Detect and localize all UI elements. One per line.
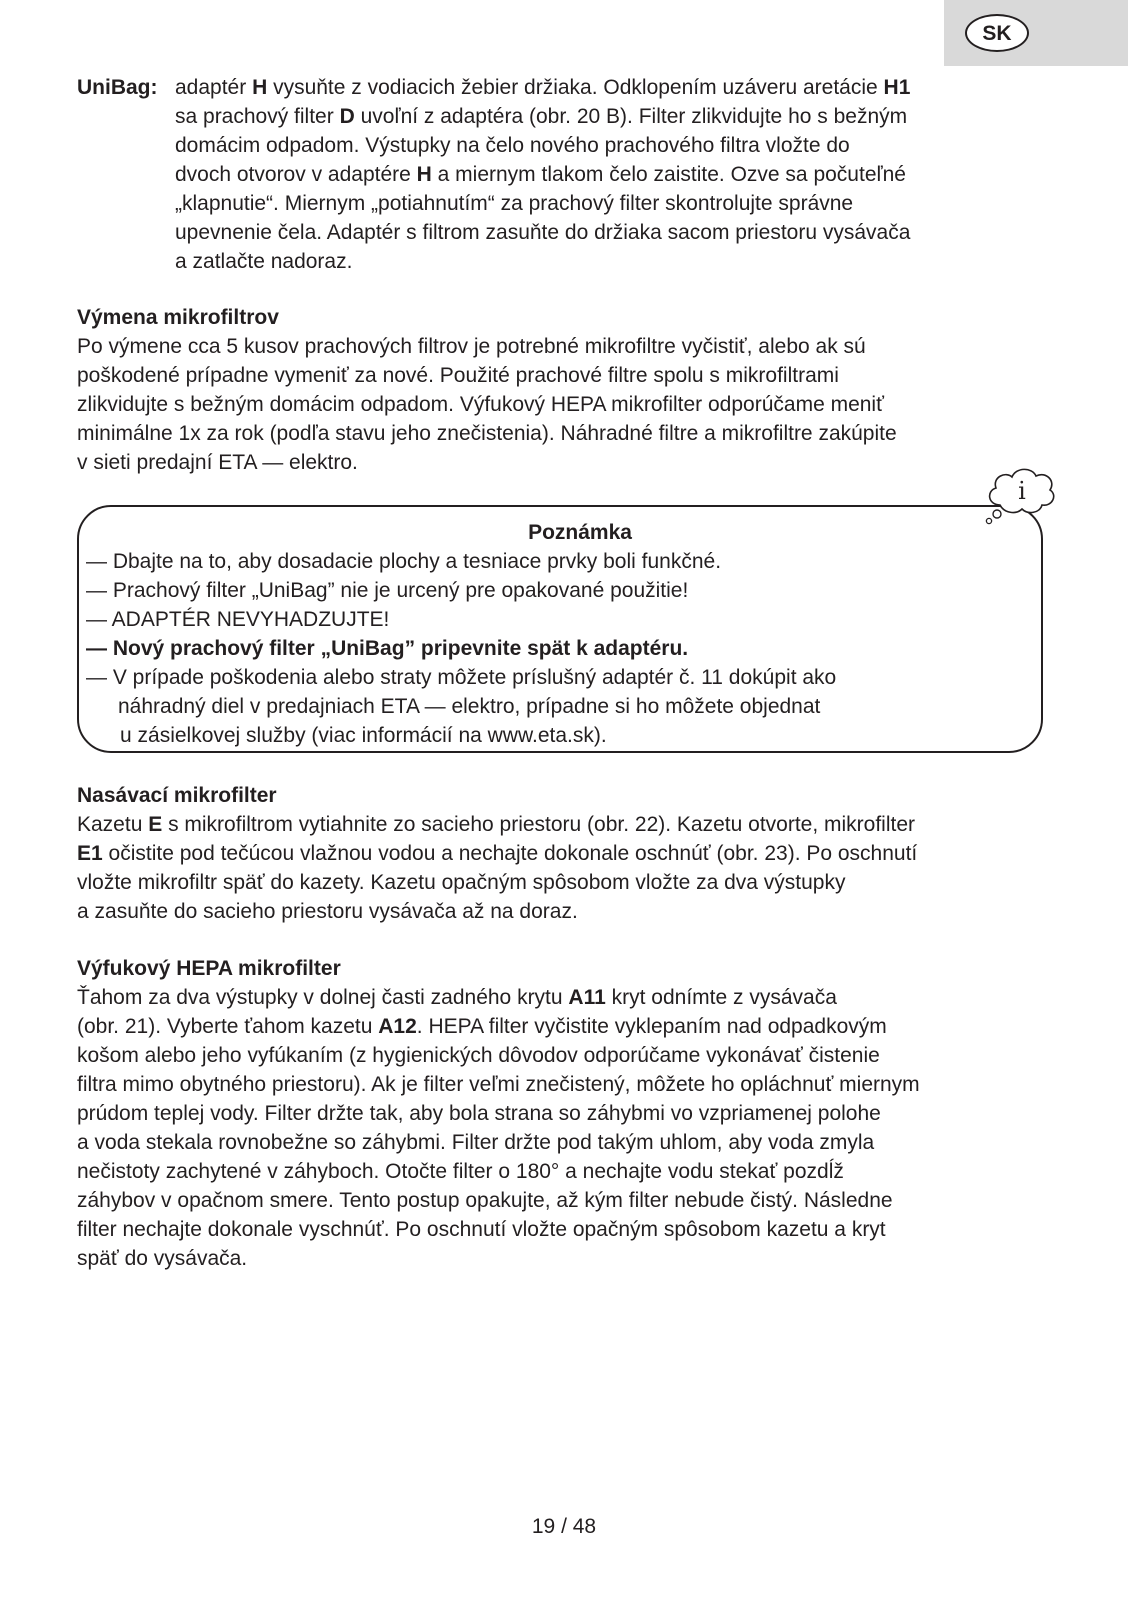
bold-text: — Nový prachový filter „UniBag” pripevnite spät k adaptéru. <box>86 637 689 660</box>
text-line: vložte mikrofiltr späť do kazety. Kazetu opačným spôsobom vložte za dva výstupky <box>77 871 846 894</box>
text-line: minimálne 1x za rok (podľa stavu jeho znečistenia). Náhradné filtre a mikrofiltre zakúpite <box>77 422 897 445</box>
language-tab <box>944 0 1128 66</box>
unibag-body <box>175 73 1045 276</box>
page-number: 19 / 48 <box>531 1515 597 1538</box>
text-line: Kazetu E s mikrofiltrom vytiahnite zo sacieho priestoru (obr. 22). Kazetu otvorte, mikrofilter <box>77 813 916 836</box>
bold-text: H1 <box>883 76 911 99</box>
text-line: domácim odpadom. Výstupky na čelo nového prachového filtra vložte do <box>175 134 850 157</box>
note-title: Poznámka <box>528 521 632 544</box>
text-line: v sieti predajní ETA — elektro. <box>77 451 358 474</box>
text-line: E1 očistite pod tečúcou vlažnou vodou a nechajte dokonale oschnúť (obr. 23). Po oschnutí <box>77 842 918 865</box>
hepa-microfilter-section <box>77 954 1057 1273</box>
text-line: a zatlačte nadoraz. <box>175 250 353 273</box>
language-badge: SK <box>965 14 1029 52</box>
note-line: — ADAPTÉR NEVYHADZUJTE! <box>86 608 390 631</box>
bold-text: D <box>339 105 355 128</box>
bold-text: E1 <box>77 842 103 865</box>
text-line: košom alebo jeho vyfúkaním (z hygienických dôvodov odporúčame vykonávať čistenie <box>77 1044 880 1067</box>
text-line: filter nechajte dokonale vyschnúť. Po oschnutí vložte opačným spôsobom kazetu a kryt <box>77 1218 886 1241</box>
bold-text: H <box>252 76 268 99</box>
text-line: zlikvidujte s bežným domácim odpadom. Výfukový HEPA mikrofilter odporúčame meniť <box>77 393 884 416</box>
note-line: — Prachový filter „UniBag” nie je urcený pre opakované použitie! <box>86 579 689 602</box>
text-line: prúdom teplej vody. Filter držte tak, aby bola strana so záhybmi vo vzpriamenej polohe <box>77 1102 881 1125</box>
text-line: záhybov v opačnom smere. Tento postup opakujte, až kým filter nebude čistý. Následne <box>77 1189 893 1212</box>
text-line: „klapnutie“. Miernym „potiahnutím“ za prachový filter skontrolujte správne <box>175 192 854 215</box>
text-line: a voda stekala rovnobežne so záhybmi. Filter držte pod takým uhlom, aby voda zmyla <box>77 1131 875 1154</box>
section-heading: Výfukový HEPA mikrofilter <box>77 957 341 980</box>
text-line: dvoch otvorov v adaptére H a miernym tlakom čelo zaistite. Ozve sa počuteľné <box>175 163 906 186</box>
bold-text: A12 <box>378 1015 417 1038</box>
bold-text: H <box>416 163 432 186</box>
note-content <box>86 518 1036 750</box>
bold-text: A11 <box>568 986 606 1009</box>
note-line <box>86 634 1036 663</box>
text-line: upevnenie čela. Adaptér s filtrom zasuňte do držiaka sacom priestoru vysávača <box>175 221 911 244</box>
text-line: adaptér H vysuňte z vodiacich žebier držiaka. Odklopením uzáveru aretácie H1 <box>175 76 911 99</box>
microfilter-replacement-section <box>77 303 1057 477</box>
text-line: poškodené prípadne vymeniť za nové. Použité prachové filtre spolu s mikrofiltrami <box>77 364 839 387</box>
text-line: sa prachový filter D uvoľní z adaptéra (obr. 20 B). Filter zlikvidujte ho s bežným <box>175 105 908 128</box>
text-line: Po výmene cca 5 kusov prachových filtrov je potrebné mikrofiltre vyčistiť, alebo ak sú <box>77 335 866 358</box>
text-line: (obr. 21). Vyberte ťahom kazetu A12. HEPA filter vyčistite vyklepaním nad odpadkovým <box>77 1015 887 1038</box>
note-line: u zásielkovej služby (viac informácií na www.eta.sk). <box>120 724 607 747</box>
section-heading: Nasávací mikrofilter <box>77 784 277 807</box>
section-heading: Výmena mikrofiltrov <box>77 306 279 329</box>
note-line: — Dbajte na to, aby dosadacie plochy a tesniace prvky boli funkčné. <box>86 550 722 573</box>
intake-microfilter-section <box>77 781 1057 926</box>
text-line: filtra mimo obytného priestoru). Ak je filter veľmi znečistený, môžete ho opláchnuť miernym <box>77 1073 920 1096</box>
bold-text: E <box>148 813 163 836</box>
unibag-section <box>77 73 1057 276</box>
text-line: a zasuňte do sacieho priestoru vysávača až na doraz. <box>77 900 578 923</box>
unibag-term: UniBag: <box>77 76 158 99</box>
info-letter: i <box>1018 477 1026 505</box>
section-body <box>77 332 1057 477</box>
text-line: Ťahom za dva výstupky v dolnej časti zadného krytu A11 kryt odnímte z vysávača <box>77 986 837 1009</box>
text-line: späť do vysávača. <box>77 1247 248 1270</box>
note-line: náhradný diel v predajniach ETA — elektro, prípadne si ho môžete objednat <box>118 695 821 718</box>
section-body <box>77 983 1057 1273</box>
section-body <box>77 810 1057 926</box>
note-line: — V prípade poškodenia alebo straty môžete príslušný adaptér č. 11 dokúpit ako <box>86 666 837 689</box>
text-line: nečistoty zachytené v záhyboch. Otočte filter o 180° a nechajte vodu stekať pozdĺž <box>77 1160 844 1183</box>
note-lines <box>86 547 1036 750</box>
